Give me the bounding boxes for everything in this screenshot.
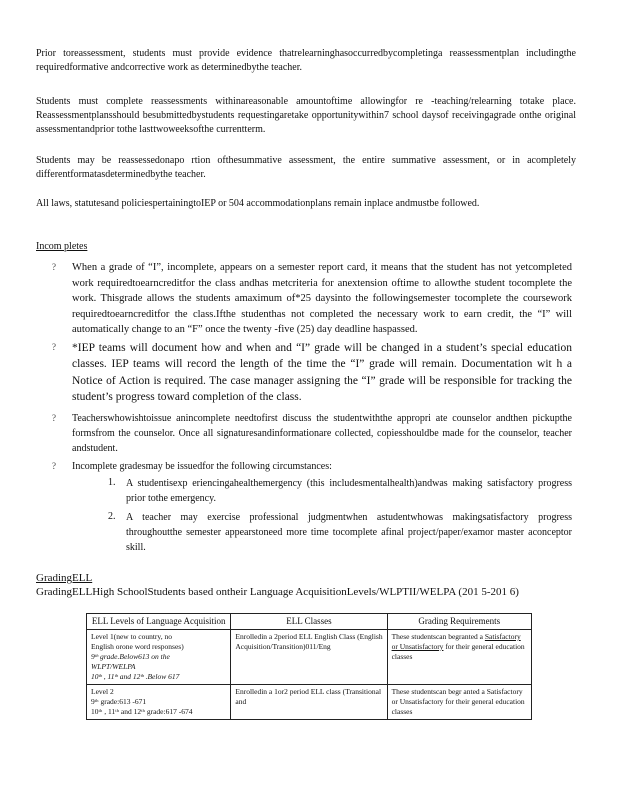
table-cell-grading	[387, 630, 531, 685]
level-line: 10ᵗʰ , 11ᵗʰ and 12ᵗʰ .Below 617	[91, 672, 180, 681]
level-line: 9ᵗʰ grade.Below613 on the	[91, 652, 170, 661]
list-item	[52, 459, 572, 555]
table-cell-classes: Enrolledin a 1or2 period ELL class (Transitional and	[231, 685, 387, 720]
grading-underlined-text: Satisfactory or Unsatisfactory	[391, 632, 521, 651]
sub-item-number: 1.	[108, 476, 116, 488]
grading-ell-subheading: GradingELLHigh SchoolStudents based ontheir Language AcquisitionLevels/WLPTII/WELPA (201 5-201 6)	[36, 586, 519, 598]
sub-item-text: A teacher may exercise professional judgmentwhen astudentwhowas makingsatisfactory progress throughoutthe semester appearstoneed more time tocomplete afinal project/paper/examor master aconceptor skill.	[126, 511, 572, 553]
bullet-icon: ?	[52, 412, 56, 423]
paragraph-text: All laws, statutesand policiespertainingtoIEP or 504 accommodationplans remain inplace andmustbe followed.	[36, 198, 480, 209]
paragraph-text: Students may be reassessedonapo rtion ofthesummative assessment, the entire summative assessment, or in acompletely differentformatasdeterminedbythe teacher.	[36, 155, 576, 180]
list-item	[52, 340, 572, 406]
paragraph-text: Students must complete reassessments withinareasonable amountoftime allowingfor re -teaching/relearning totake place. Reassessmentplansshould besubmittedbystudents requestingaretake opportunitywithin7 school daysof receivingagrade onthe original assessmentandprior tothe lasttwoweeksofthe currentterm.	[36, 96, 576, 135]
paragraph-reassessment-evidence	[36, 47, 576, 75]
table-cell-levels	[87, 630, 231, 685]
level-line: 9ᵗʰ grade:613 -671	[91, 697, 147, 706]
list-item-text: When a grade of “I”, incomplete, appears on a semester report card, it means that the student has not yetcompleted work requiredtoearncreditfor the class andhas metcriteria for anextension oftime to allowthe student tocomplete the work. Thisgrade allows the students amaximum of*25 daysinto the followingsemester tocomplete the coursework requiredtoearncreditfor the class.Ifthe studenthas not completed the necessary work to earn credit, the “I” will automatically change to an “F” once the twenty -five (25) day deadline haspassed.	[72, 262, 572, 335]
grading-ell-heading: GradingELL	[36, 572, 93, 584]
table-header-row	[87, 614, 532, 630]
list-item	[52, 260, 572, 338]
sub-item-text: A studentisexp eriencingahealthemergency (this includesmentalhealth)andwas making satisfactory progress prior tothe emergency.	[126, 477, 572, 504]
column-header-classes: ELL Classes	[231, 614, 387, 630]
table-cell-levels	[87, 685, 231, 720]
table-row	[87, 630, 532, 685]
level-line: WLPT/WELPA	[91, 662, 136, 671]
grading-text: for their general education classes	[391, 642, 525, 661]
bullet-icon: ?	[52, 262, 56, 272]
sub-list-item	[108, 510, 572, 555]
list-item-text: *IEP teams will document how and when and “I” grade will be changed in a student’s special education classes. IEP teams will record the length of the time the “I” grade will remain. Documentation wit h a Notice of Action is required. The case manager assigning the “I” grade will be responsible for tracking the student’s progress toward completion of the class.	[72, 341, 572, 403]
sub-list-item	[108, 476, 572, 506]
level-line: Level 2	[91, 687, 114, 696]
level-line: English orone word responses)	[91, 642, 184, 651]
bullet-icon: ?	[52, 460, 56, 471]
level-line: 10ᵗʰ , 11ᵗʰ and 12ᵗʰ grade:617 -674	[91, 707, 193, 716]
list-item-text: Teacherswhowishtoissue anincomplete needtofirst discuss the studentwiththe appropri ate counselor andthen pickupthe formsfrom the counselor. Once all signaturesandinformationare collected, copiesshouldbe made for the counselor, teacher andstudent.	[72, 412, 572, 454]
paragraph-text: Prior toreassessment, students must provide evidence thatrelearninghasoccurredbycompletinga reassessmentplan includingthe requiredformative andcorrective work as determinedbythe teacher.	[36, 48, 576, 73]
list-item-text: Incomplete gradesmay be issuedfor the following circumstances:	[72, 460, 332, 472]
list-item	[52, 411, 572, 456]
ell-grading-table	[86, 613, 532, 720]
table-cell-grading	[387, 685, 531, 720]
table-cell-classes: Enrolledin a 2period ELL English Class (English Acquisition/Transition)011/Eng	[231, 630, 387, 685]
paragraph-reassessment-timing	[36, 95, 576, 137]
column-header-grading: Grading Requirements	[387, 614, 531, 630]
sub-item-number: 2.	[108, 510, 116, 522]
paragraph-reassessment-format	[36, 154, 576, 182]
level-line: Level 1(new to country, no	[91, 632, 172, 641]
paragraph-iep-laws	[36, 197, 576, 211]
grading-text: These studentscan begranted a	[391, 632, 485, 641]
incompletes-heading: Incom pletes	[36, 241, 88, 252]
incompletes-list	[52, 260, 572, 555]
grading-text: These studentscan begr anted a Satisfactory or Unsatisfactory for their general education classes	[391, 687, 525, 716]
column-header-levels: ELL Levels of Language Acquisition	[87, 614, 231, 630]
bullet-icon: ?	[52, 341, 56, 352]
table-row	[87, 685, 532, 720]
